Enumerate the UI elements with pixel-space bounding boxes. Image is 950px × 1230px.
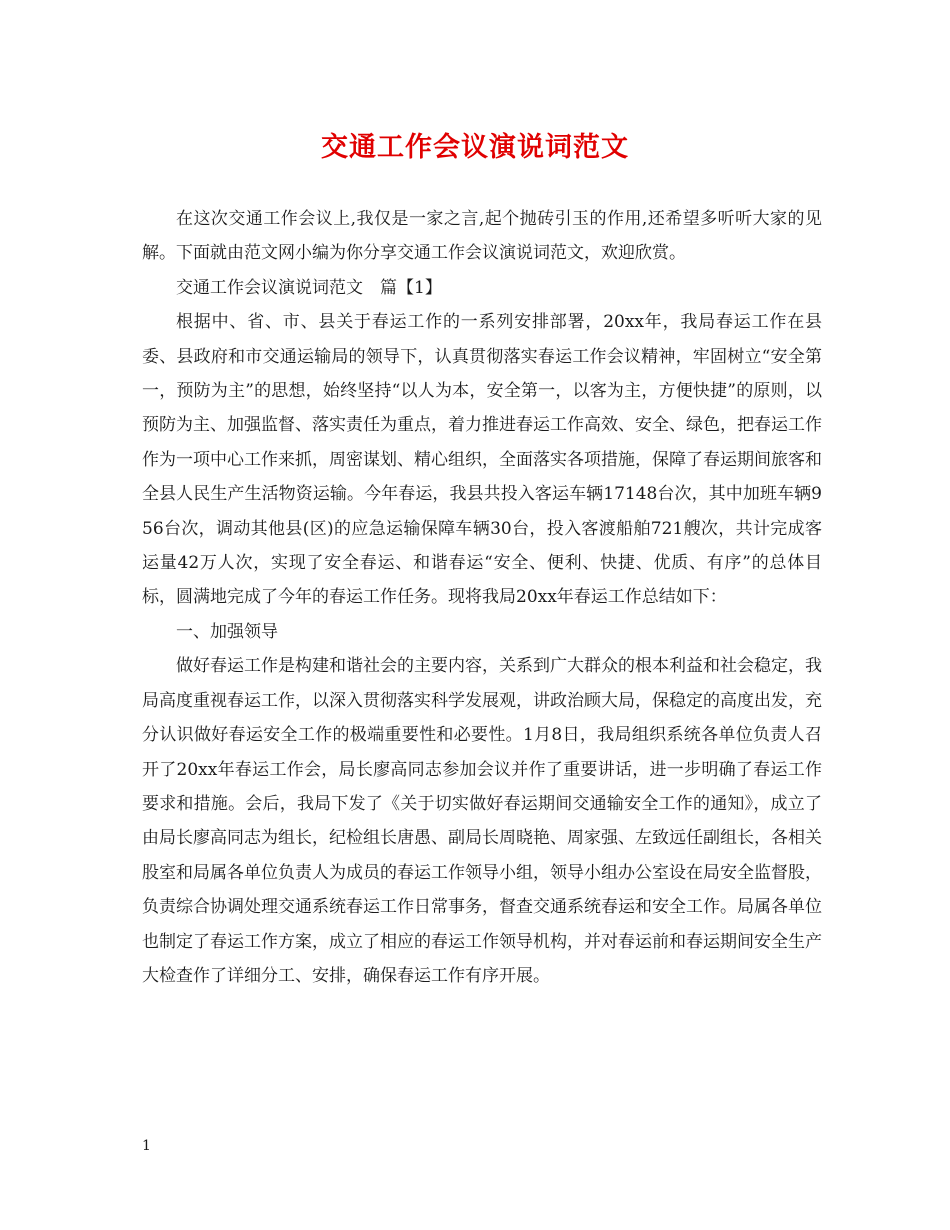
- leadership-paragraph: 做好春运工作是构建和谐社会的主要内容，关系到广大群众的根本利益和社会稳定，我局高度重视春运工作，以深入贯彻落实科学发展观，讲政治顾大局，保稳定的高度出发，充分认识做好春运安全工作的极端重要性和必要性。1月8日，我局组织系统各单位负责人召开了20xx年春运工作会，局长廖高同志参加会议并作了重要讲话，进一步明确了春运工作要求和措施。会后，我局下发了《关于切实做好春运期间交通输安全工作的通知》，成立了由局长廖高同志为组长，纪检组长唐愚、副局长周晓艳、周家强、左致远任副组长，各相关股室和局属各单位负责人为成员的春运工作领导小组，领导小组办公室设在局安全监督股，负责综合协调处理交通系统春运工作日常事务，督查交通系统春运和安全工作。局属各单位也制定了春运工作方案，成立了相应的春运工作领导机构，并对春运前和春运期间安全生产大检查作了详细分工、安排，确保春运工作有序开展。: [142, 656, 822, 986]
- intro-paragraph: 在这次交通工作会议上,我仅是一家之言,起个抛砖引玉的作用,还希望多听听大家的见解。下面就由范文网小编为你分享交通工作会议演说词范文，欢迎欣赏。: [142, 209, 822, 264]
- subsection-heading: 一、加强领导: [176, 621, 278, 642]
- document-title: 交通工作会议演说词范文: [321, 132, 629, 163]
- summary-paragraph: 根据中、省、市、县关于春运工作的一系列安排部署，20xx年，我局春运工作在县委、县政府和市交通运输局的领导下，认真贯彻落实春运工作会议精神，牢固树立“安全第一，预防为主”的思想，始终坚持“以人为本，安全第一，以客为主，方便快捷”的原则，以预防为主、加强监督、落实责任为重点，着力推进春运工作高效、安全、绿色，把春运工作作为一项中心工作来抓，周密谋划、精心组织，全面落实各项措施，保障了春运期间旅客和全县人民生产生活物资运输。今年春运，我县共投入客运车辆17148台次，其中加班车辆956台次，调动其他县(区)的应急运输保障车辆30台，投入客渡船舶721艘次，共计完成客运量42万人次，实现了安全春运、和谐春运“安全、便利、快捷、优质、有序”的总体目标，圆满地完成了今年的春运工作任务。现将我局20xx年春运工作总结如下：: [142, 312, 822, 608]
- document-body: [142, 202, 822, 993]
- page-number: 1: [142, 1138, 151, 1154]
- section-title: 交通工作会议演说词范文 篇【1】: [176, 277, 442, 298]
